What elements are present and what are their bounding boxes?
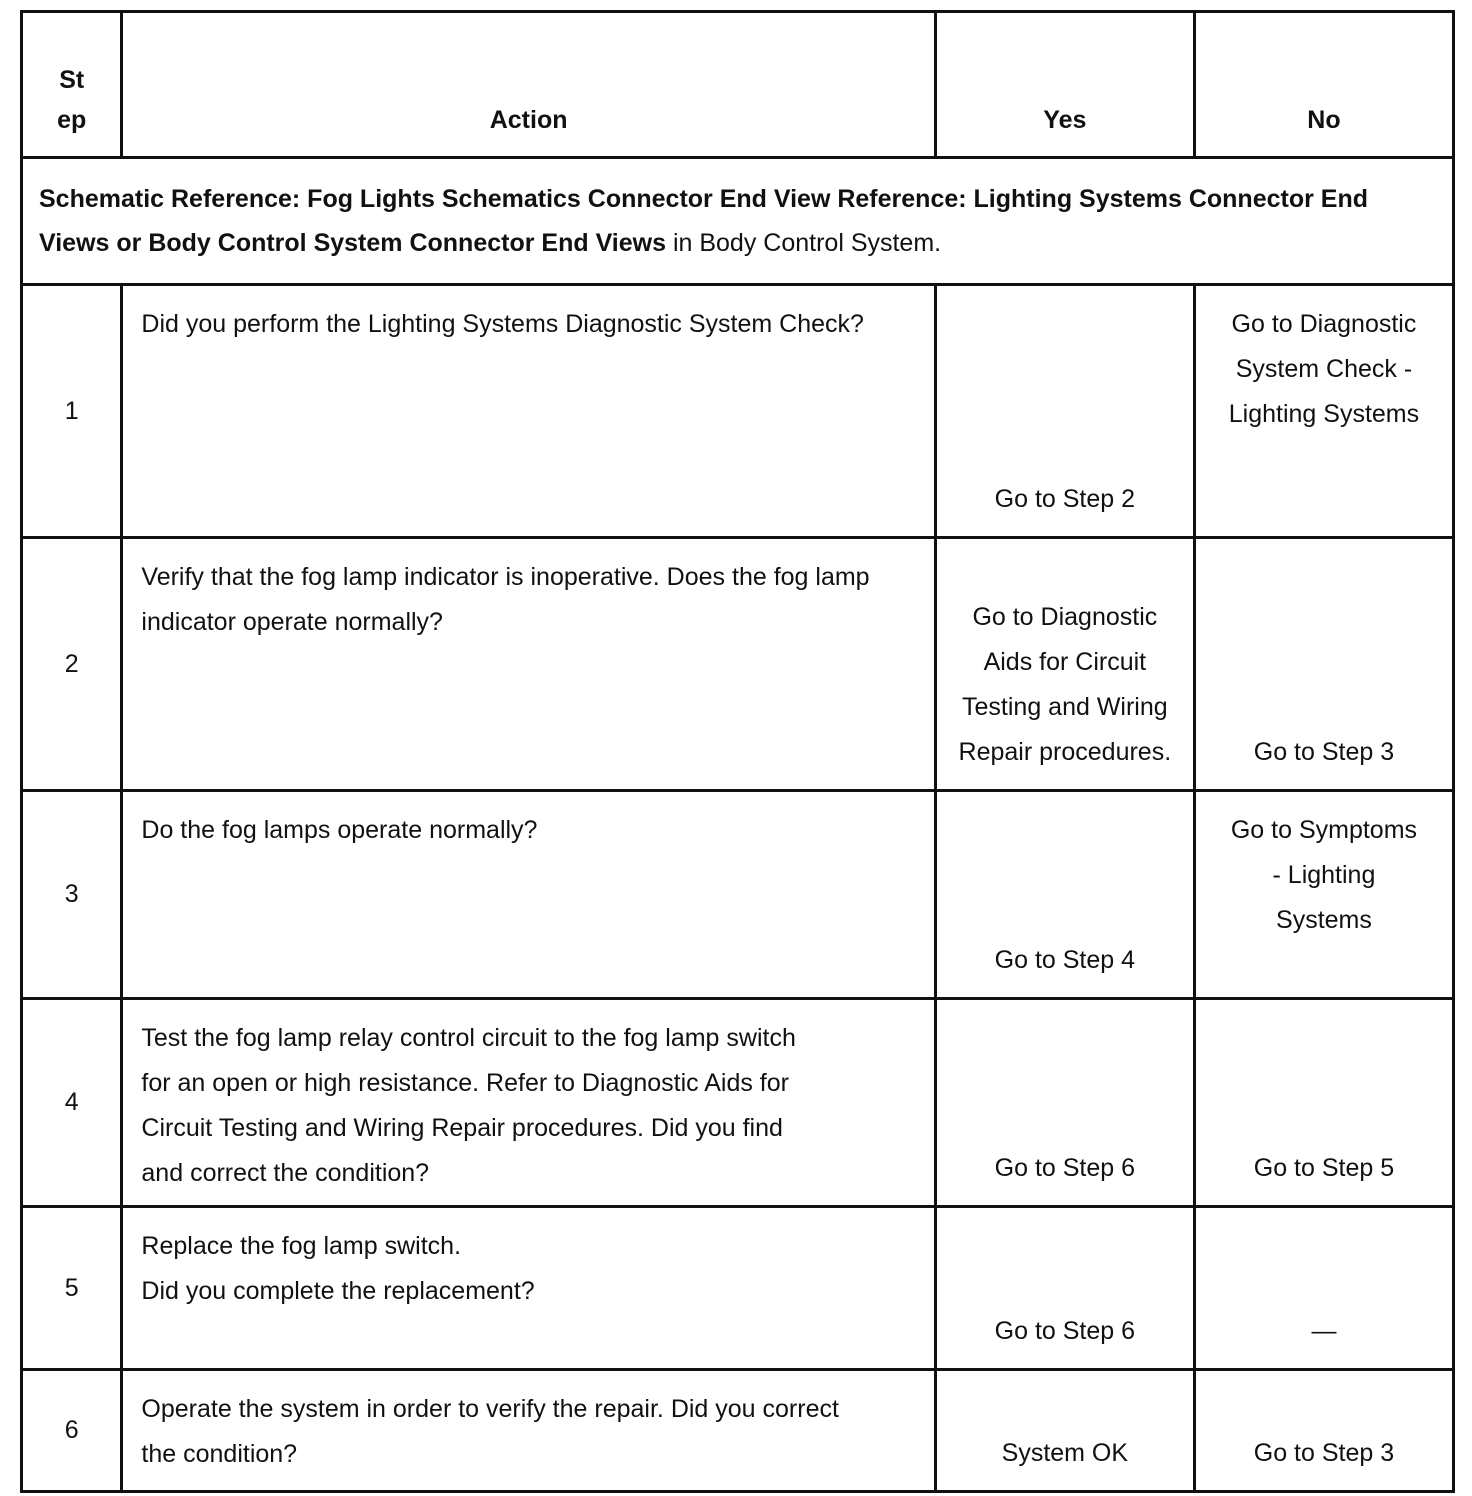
yes-text: Go to Step 6 [935, 1207, 1194, 1370]
step-number: 2 [22, 538, 122, 791]
action-text: Verify that the fog lamp indicator is inoperative. Does the fog lamp indicator operate normally? [122, 538, 935, 791]
table-row [22, 1207, 1454, 1370]
table-row [22, 791, 1454, 999]
yes-text: Go to Diagnostic Aids for Circuit Testing and Wiring Repair procedures. [935, 538, 1194, 791]
table-row [22, 285, 1454, 538]
reference-normal-text: in Body Control System. [666, 229, 942, 257]
reference-row [22, 158, 1454, 285]
yes-text: Go to Step 2 [935, 285, 1194, 538]
header-step [22, 12, 122, 158]
step-number: 4 [22, 999, 122, 1207]
step-number: 3 [22, 791, 122, 999]
no-text: — [1194, 1207, 1453, 1370]
action-text: Operate the system in order to verify the repair. Did you correct the condition? [122, 1370, 935, 1492]
action-text [122, 1207, 935, 1370]
header-step-line2: ep [57, 106, 87, 134]
header-no: No [1194, 12, 1453, 158]
table-row [22, 538, 1454, 791]
no-text: Go to Step 3 [1194, 538, 1453, 791]
no-text: Go to Symptoms - Lighting Systems [1194, 791, 1453, 999]
diagnostic-table [20, 10, 1455, 1493]
yes-text: System OK [935, 1370, 1194, 1492]
step-number: 5 [22, 1207, 122, 1370]
header-action: Action [122, 12, 935, 158]
header-step-line1: St [59, 66, 85, 94]
header-row [22, 12, 1454, 158]
action-line-1: Replace the fog lamp switch. [141, 1232, 462, 1260]
yes-text: Go to Step 6 [935, 999, 1194, 1207]
step-number: 6 [22, 1370, 122, 1492]
step-number: 1 [22, 285, 122, 538]
reference-bold-text: Schematic Reference: Fog Lights Schematics Connector End View Reference: Lighting Systems Connector End Views or Body Control System Connector End Views [39, 185, 1368, 257]
table-row [22, 999, 1454, 1207]
table-row [22, 1370, 1454, 1492]
no-text: Go to Step 5 [1194, 999, 1453, 1207]
header-yes: Yes [935, 12, 1194, 158]
action-line-2: Did you complete the replacement? [141, 1277, 535, 1305]
yes-text: Go to Step 4 [935, 791, 1194, 999]
action-text: Do the fog lamps operate normally? [122, 791, 935, 999]
no-text: Go to Diagnostic System Check - Lighting Systems [1194, 285, 1453, 538]
action-text: Did you perform the Lighting Systems Diagnostic System Check? [122, 285, 935, 538]
reference-cell [22, 158, 1454, 285]
action-text: Test the fog lamp relay control circuit to the fog lamp switch for an open or high resistance. Refer to Diagnostic Aids for Circuit Testing and Wiring Repair procedures. Did you find and correct the condition? [122, 999, 935, 1207]
no-text: Go to Step 3 [1194, 1370, 1453, 1492]
